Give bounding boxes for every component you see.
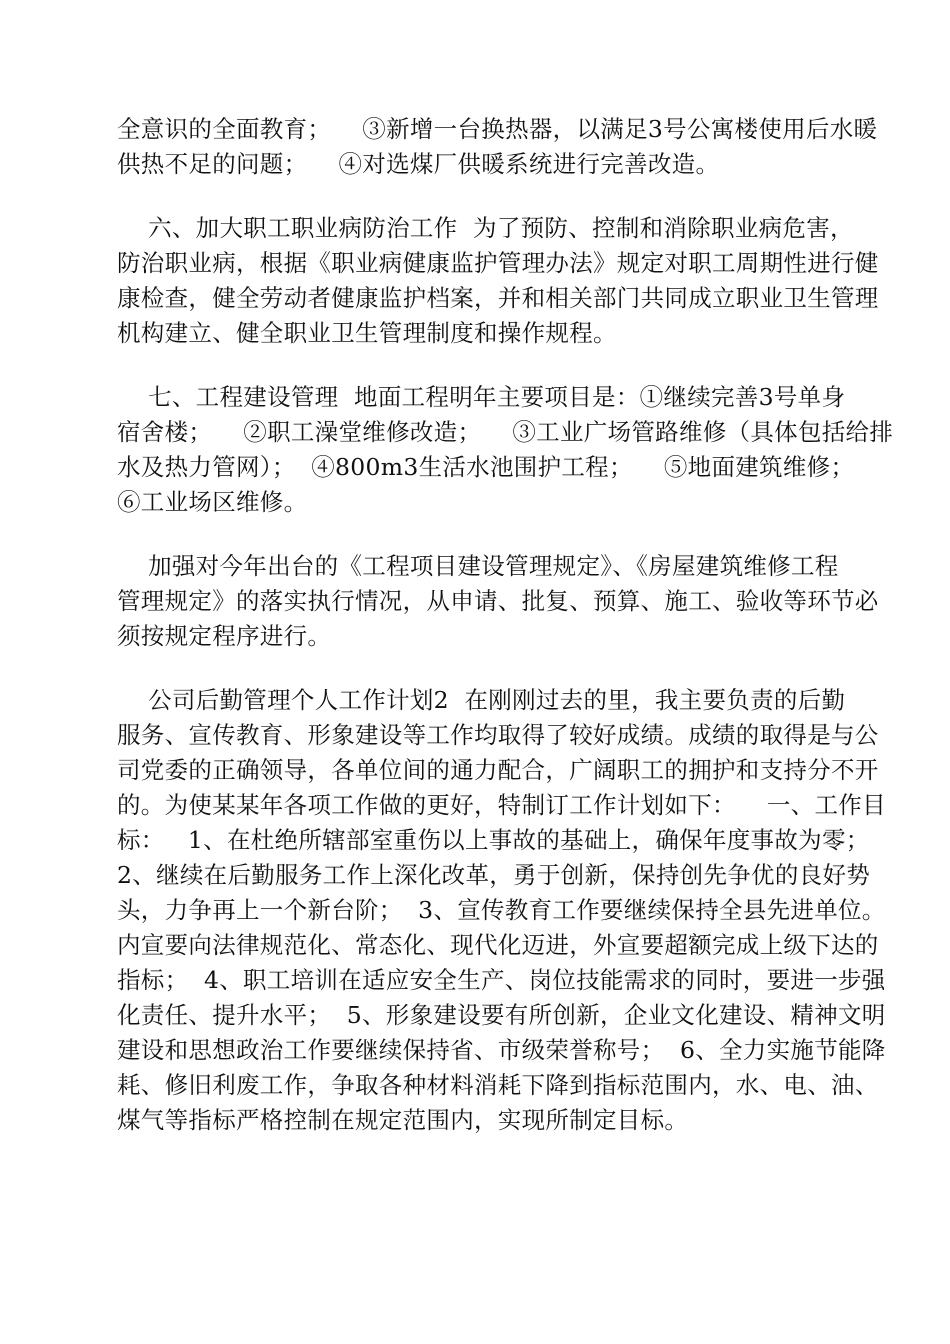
text-line: 加强对今年出台的《工程项目建设管理规定》、《房屋建筑维修工程: [117, 552, 839, 580]
text-line: 七、工程建设管理 地面工程明年主要项目是：①继续完善3号单身: [117, 383, 846, 411]
text-line: 内宣要向法律规范化、常态化、现代化迈进，外宣要超额完成上级下达的: [117, 931, 879, 959]
text-line: 建设和思想政治工作要继续保持省、市级荣誉称号； 6、全力实施节能降: [117, 1036, 886, 1064]
text-line: 防治职业病，根据《职业病健康监护管理办法》规定对职工周期性进行健: [117, 249, 879, 277]
text-line: 六、加大职工职业病防治工作 为了预防、控制和消除职业病危害，: [117, 214, 854, 242]
text-line: ⑥工业场区维修。: [117, 488, 308, 516]
text-line: 标： 1、在杜绝所辖部室重伤以上事故的基础上，确保年度事故为零；: [117, 826, 870, 854]
text-line: 全意识的全面教育； ③新增一台换热器，以满足3号公寓楼使用后水暖: [117, 115, 878, 143]
text-line: 司党委的正确领导，各单位间的通力配合，广阔职工的拥护和支持分不开: [117, 756, 879, 784]
text-line: 化责任、提升水平； 5、形象建设要有所创新，企业文化建设、精神文明: [117, 1001, 886, 1029]
paragraph-4: [117, 549, 879, 654]
paragraph-3: [117, 380, 894, 520]
text-line: 的。为使某某年各项工作做的更好，特制订工作计划如下： 一、工作目: [117, 791, 886, 819]
text-line: 宿舍楼； ②职工澡堂维修改造； ③工业广场管路维修（具体包括给排: [117, 418, 894, 446]
text-line: 指标； 4、职工培训在适应安全生产、岗位技能需求的同时，要进一步强: [117, 966, 886, 994]
text-line: 供热不足的问题； ④对选煤厂供暖系统进行完善改造。: [117, 150, 720, 178]
text-line: 2、继续在后勤服务工作上深化改革，勇于创新，保持创先争优的良好势: [117, 861, 871, 889]
paragraph-2: [117, 211, 879, 351]
paragraph-1: [117, 112, 878, 182]
text-line: 服务、宣传教育、形象建设等工作均取得了较好成绩。成绩的取得是与公: [117, 721, 879, 749]
paragraph-5: [117, 683, 886, 1138]
text-line: 公司后勤管理个人工作计划2 在刚刚过去的里，我主要负责的后勤: [117, 686, 846, 714]
text-line: 水及热力管网）； ④800m3生活水池围护工程； ⑤地面建筑维修；: [117, 453, 855, 481]
text-line: 管理规定》的落实执行情况，从申请、批复、预算、施工、验收等环节必: [117, 587, 879, 615]
text-line: 机构建立、健全职业卫生管理制度和操作规程。: [117, 319, 617, 347]
text-line: 须按规定程序进行。: [117, 622, 332, 650]
text-line: 煤气等指标严格控制在规定范围内，实现所制定目标。: [117, 1106, 689, 1134]
text-line: 耗、修旧利废工作，争取各种材料消耗下降到指标范围内，水、电、油、: [117, 1071, 879, 1099]
document-page: [117, 112, 894, 1138]
text-line: 头，力争再上一个新台阶； 3、宣传教育工作要继续保持全县先进单位。: [117, 896, 886, 924]
text-line: 康检查，健全劳动者健康监护档案，并和相关部门共同成立职业卫生管理: [117, 284, 879, 312]
